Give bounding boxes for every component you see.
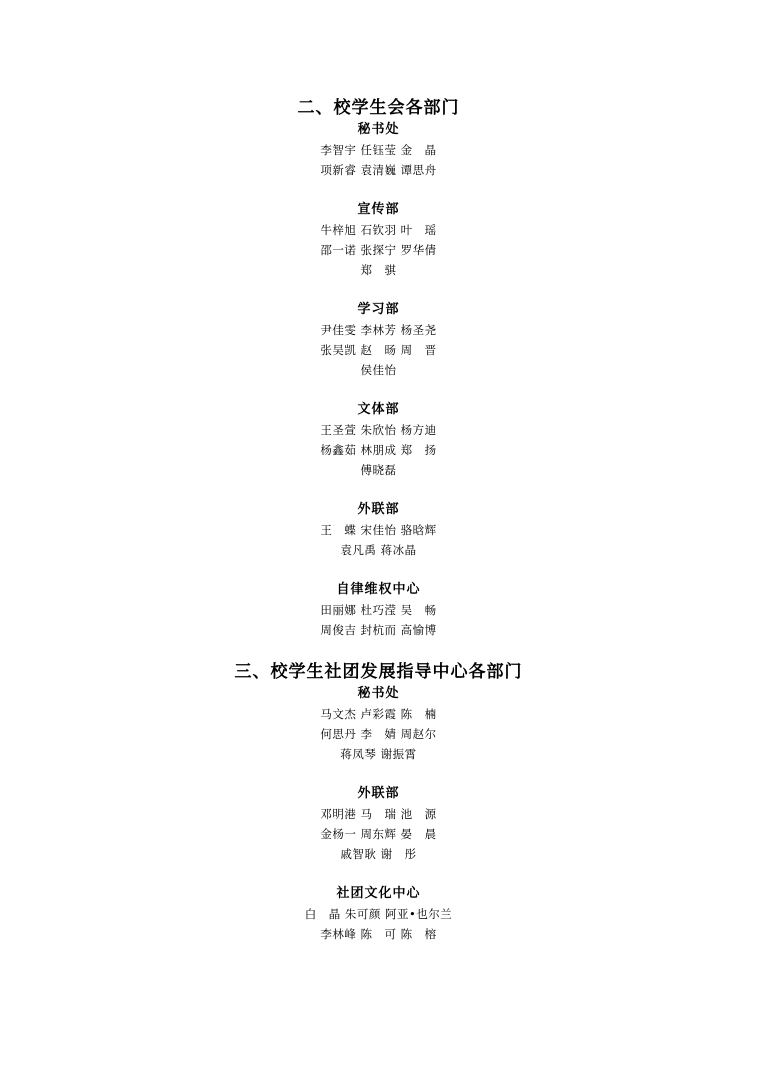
name-row: 牛梓旭 石钦羽 叶 瑶 <box>320 223 437 237</box>
dept-title: 自律维权中心 <box>336 582 421 597</box>
section-club-center <box>0 660 757 944</box>
dept-title: 文体部 <box>357 402 400 417</box>
name-row: 郑 骐 <box>360 263 397 277</box>
name-row: 尹佳雯 李林芳 杨圣尧 <box>320 323 437 337</box>
name-row: 侯佳怡 <box>360 363 397 377</box>
dept-title: 外联部 <box>357 502 400 517</box>
name-row: 张吴凯 赵 旸 周 晋 <box>320 343 437 357</box>
dept-title: 秘书处 <box>357 686 400 701</box>
dept-title: 社团文化中心 <box>336 886 421 901</box>
name-row: 项新睿 袁清巍 谭思舟 <box>320 163 437 177</box>
name-row: 周俊吉 封杭而 高愉博 <box>320 623 437 637</box>
name-row: 金杨一 周东辉 晏 晨 <box>320 827 437 841</box>
name-row: 李智宇 任钰莹 金 晶 <box>320 143 437 157</box>
dept-title: 宣传部 <box>357 202 400 217</box>
name-row: 蒋凤琴 谢振霄 <box>340 747 417 761</box>
dept-title: 学习部 <box>357 302 400 317</box>
dept-external-relations <box>0 500 757 560</box>
name-row: 白 晶 朱可颜 阿亚•也尔兰 <box>304 907 453 921</box>
dept-study <box>0 300 757 380</box>
name-row: 邵一诺 张探宁 罗华倩 <box>320 243 437 257</box>
section-title: 三、校学生社团发展指导中心各部门 <box>234 662 523 682</box>
name-row: 戚智耿 谢 彤 <box>340 847 417 861</box>
name-row: 何思丹 李 婧 周赵尔 <box>320 727 437 741</box>
dept-secretariat <box>0 684 757 764</box>
name-row: 傅晓磊 <box>360 463 397 477</box>
name-row: 马文杰 卢彩霞 陈 楠 <box>320 707 437 721</box>
name-row: 邓明港 马 瑞 池 源 <box>320 807 437 821</box>
dept-title: 外联部 <box>357 786 400 801</box>
name-row: 杨鑫茹 林朋成 郑 扬 <box>320 443 437 457</box>
name-row: 王圣萱 朱欣怡 杨方迪 <box>320 423 437 437</box>
dept-title: 秘书处 <box>357 122 400 137</box>
section-student-union <box>0 96 757 640</box>
name-row: 田丽娜 杜巧滢 吴 畅 <box>320 603 437 617</box>
dept-club-culture <box>0 884 757 944</box>
section-title: 二、校学生会各部门 <box>297 98 460 118</box>
name-row: 李林峰 陈 可 陈 榕 <box>320 927 437 941</box>
dept-external-relations <box>0 784 757 864</box>
dept-self-discipline <box>0 580 757 640</box>
name-row: 王 蝶 宋佳怡 骆晗辉 <box>320 523 437 537</box>
name-row: 袁凡禹 蒋冰晶 <box>340 543 417 557</box>
dept-culture-sports <box>0 400 757 480</box>
dept-publicity <box>0 200 757 280</box>
dept-secretariat <box>0 120 757 180</box>
